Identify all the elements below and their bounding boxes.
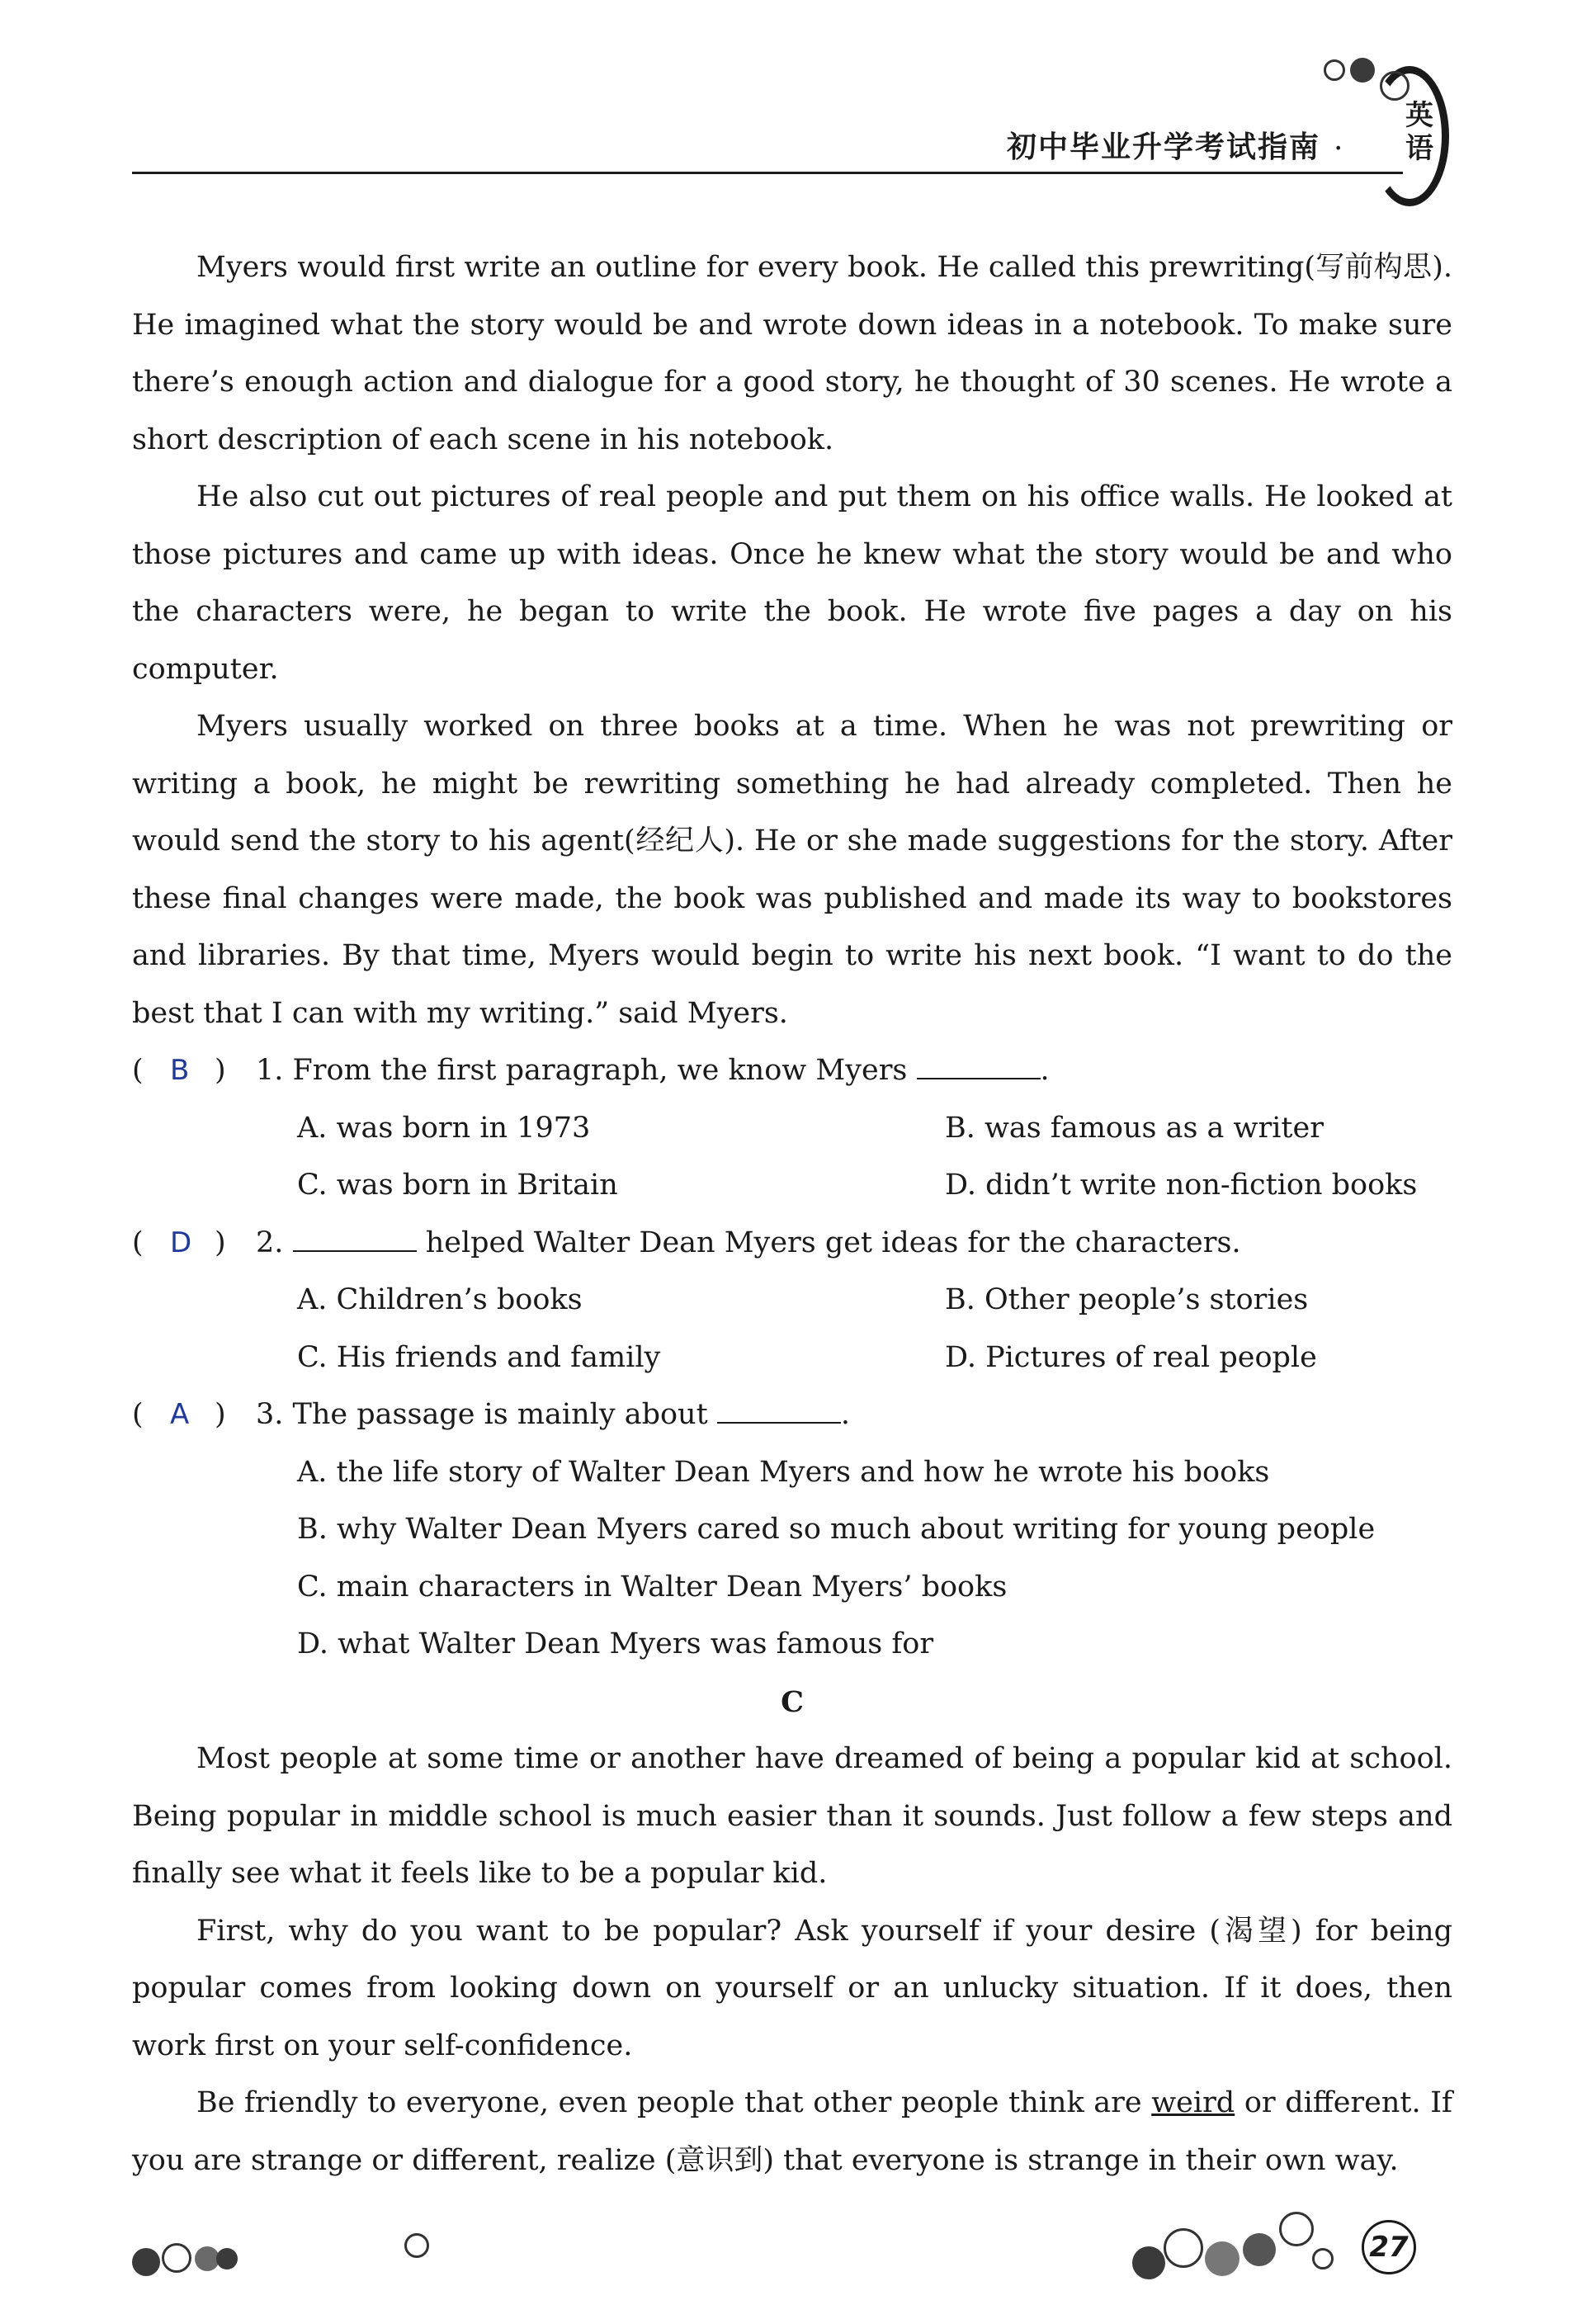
answer-blank <box>717 1396 841 1424</box>
question-2-stem: 2. helped Walter Dean Myers get ideas for the characters. <box>256 1215 1241 1273</box>
question-3-option-d-row <box>132 1616 1452 1674</box>
footer-decoration-circle <box>162 2243 191 2273</box>
question-3-option-a: A. the life story of Walter Dean Myers and how he wrote his books <box>297 1455 1270 1489</box>
page-number: 27 <box>1362 2220 1416 2274</box>
question-1-option-d: D. didn’t write non-fiction books <box>945 1169 1418 1202</box>
question-3-option-b-row <box>132 1501 1452 1559</box>
question-2-answer: D <box>170 1226 192 1259</box>
header-decoration-dot <box>1350 58 1375 83</box>
header-dot: · <box>1334 132 1343 166</box>
answer-paren-close: ) <box>215 1398 226 1431</box>
footer-decoration-circle <box>1279 2212 1314 2246</box>
question-1-answer: B <box>170 1054 190 1087</box>
subject-label-bottom: 语 <box>1405 132 1433 165</box>
question-3-option-d: D. what Walter Dean Myers was famous for <box>297 1627 934 1660</box>
answer-paren-open: ( <box>132 1226 144 1259</box>
footer-decoration-dot <box>1205 2241 1239 2276</box>
question-3 <box>132 1386 1452 1444</box>
reading-passage <box>132 239 1452 2189</box>
footer-decoration-dot <box>216 2248 238 2269</box>
answer-blank <box>293 1224 417 1252</box>
question-2-options-row-1 <box>132 1272 1452 1330</box>
book-title: 初中毕业升学考试指南 <box>1006 130 1320 164</box>
question-2-option-d: D. Pictures of real people <box>945 1340 1317 1374</box>
question-1-option-c: C. was born in Britain <box>297 1169 618 1202</box>
question-2-option-c: C. His friends and family <box>297 1340 661 1374</box>
footer-decoration-circle <box>1312 2248 1334 2269</box>
question-1-stem: 1. From the first paragraph, we know Myers . <box>256 1042 1050 1100</box>
passage-c-paragraph-2: First, why do you want to be popular? Ask yourself if your desire (渴望) for being popular comes from looking down on yourself or an unlucky situation. If it does, then work first on your self-confidence. <box>132 1914 1452 2062</box>
question-3-option-a-row <box>132 1444 1452 1502</box>
question-1 <box>132 1042 1452 1100</box>
question-3-answer: A <box>170 1398 190 1431</box>
answer-paren-open: ( <box>132 1054 144 1087</box>
header-decoration-circle <box>1380 71 1409 101</box>
passage-b-paragraph-1: Myers would first write an outline for every book. He called this prewriting(写前构思). He imagined what the story would be and wrote down ideas in a notebook. To make sure there’s enough action and dialogue for a good story, he thought of 30 scenes. He wrote a short description of each scene in his notebook. <box>132 251 1452 456</box>
header-divider <box>132 172 1403 174</box>
answer-paren-close: ) <box>215 1054 226 1087</box>
footer-decoration-dot <box>132 2248 160 2276</box>
question-3-option-b: B. why Walter Dean Myers cared so much about writing for young people <box>297 1513 1376 1546</box>
question-2-option-b: B. Other people’s stories <box>945 1283 1309 1316</box>
header-decoration-circle <box>1324 59 1345 81</box>
passage-b-paragraph-2: He also cut out pictures of real people and put them on his office walls. He looked at those pictures and came up with ideas. Once he knew what the story would be and who the characters were, he began to write the book. He wrote five pages a day on his computer. <box>132 480 1452 686</box>
question-1-option-b: B. was famous as a writer <box>945 1111 1324 1145</box>
question-2-option-a: A. Children’s books <box>297 1283 583 1316</box>
subject-label-top: 英 <box>1405 99 1433 132</box>
answer-paren-open: ( <box>132 1398 144 1431</box>
footer-decoration-circle <box>1164 2228 1203 2268</box>
footer-decoration-dot <box>1132 2246 1165 2279</box>
answer-paren-close: ) <box>215 1226 226 1259</box>
passage-c-paragraph-1: Most people at some time or another have dreamed of being a popular kid at school. Being popular in middle school is much easier than it sounds. Just follow a few steps and finally see what it feels like to be a popular kid. <box>132 1742 1452 1890</box>
underlined-word: weird <box>1151 2086 1235 2119</box>
question-2-options-row-2 <box>132 1330 1452 1387</box>
question-3-option-c-row <box>132 1559 1452 1617</box>
passage-b-paragraph-3: Myers usually worked on three books at a time. When he was not prewriting or writing a book, he might be rewriting something he had already completed. Then he would send the story to his agent(经纪人). He or she made suggestions for the story. After these final changes were made, the book was published and made its way to bookstores and libraries. By that time, Myers would begin to write his next book. “I want to do the best that I can with my writing.” said Myers. <box>132 710 1452 1030</box>
question-1-option-a: A. was born in 1973 <box>297 1111 591 1145</box>
question-1-options-row-1 <box>132 1100 1452 1158</box>
footer-decoration-circle <box>404 2233 429 2258</box>
footer-decoration-dot <box>1243 2233 1276 2266</box>
passage-c-paragraph-3: Be friendly to everyone, even people that other people think are weird or different. If you are strange or different, realize (意识到) that everyone is strange in their own way. <box>132 2086 1452 2177</box>
question-3-option-c: C. main characters in Walter Dean Myers’ books <box>297 1570 1008 1603</box>
question-3-stem: 3. The passage is mainly about . <box>256 1386 850 1444</box>
question-1-options-row-2 <box>132 1157 1452 1215</box>
answer-blank <box>917 1051 1041 1079</box>
question-2 <box>132 1215 1452 1273</box>
subject-badge <box>1400 99 1439 165</box>
section-heading-c: C <box>781 1684 804 1719</box>
